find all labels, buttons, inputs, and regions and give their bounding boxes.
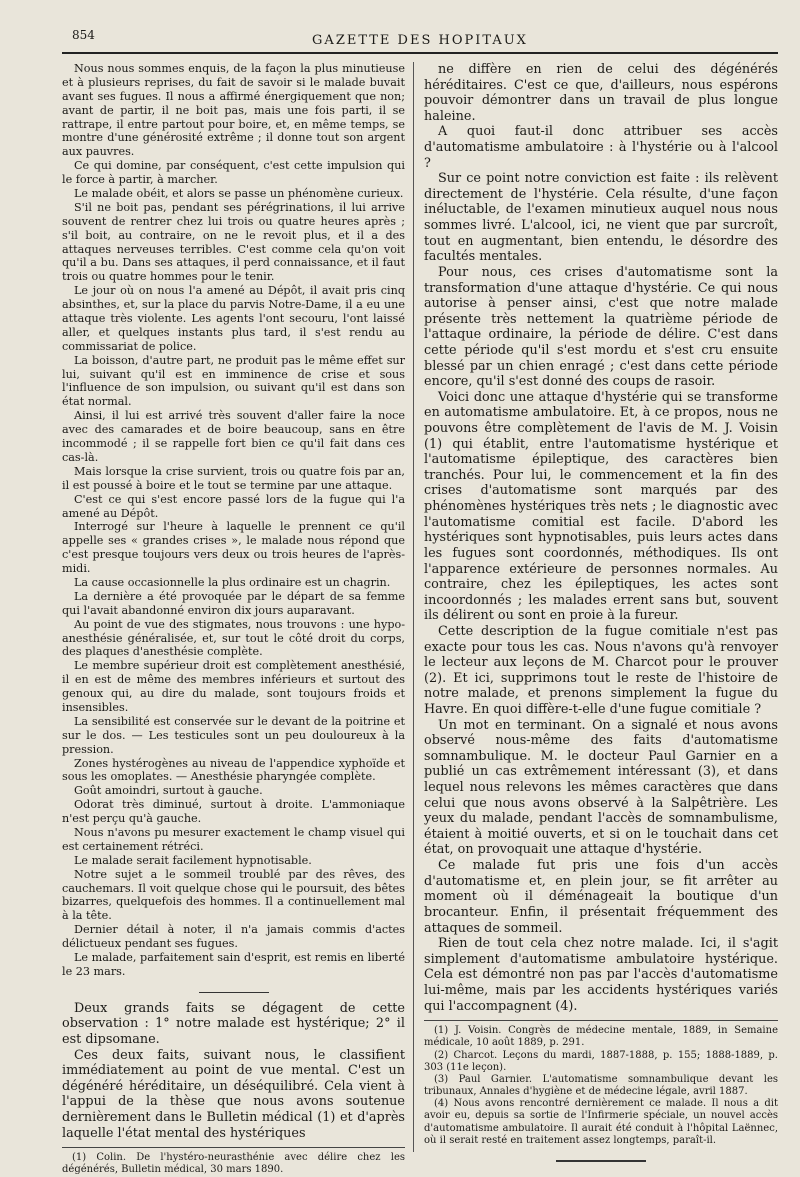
footnote: (3) Paul Garnier. L'automatisme somnambulique devant les tribunaux, Annales d'hygiène et de médecine légale, avril 1887. [424, 1073, 778, 1098]
paragraph: Notre sujet a le sommeil troublé par des rêves, des cauchemars. Il voit quelque chose qui le poursuit, des bêtes bizarres, quelquefois des hommes. Il a continuellement mal à la tête. [62, 867, 405, 923]
paragraph: Sur ce point notre conviction est faite : ils relèvent directement de l'hystérie. Cela résulte, d'une façon inéluctable, de l'examen minutieux auquel nous nous sommes livré. L'alcool, ici, ne vient que par surcroît, tout en augmentant, bien entendu, le désordre des facultés mentales. [424, 171, 778, 265]
paragraph: Ce qui domine, par conséquent, c'est cette impulsion qui le force à partir, à marcher. [62, 159, 405, 187]
paragraph: La sensibilité est conservée sur le devant de la poitrine et sur le dos. — Les testicules sont un peu douloureux à la pression. [62, 714, 405, 756]
footnote: (4) Nous avons rencontré dernièrement ce malade. Il nous a dit avoir eu, depuis sa sortie de l'Infirmerie spéciale, un nouvel accès d'automatisme ambulatoire. Il aurait été conduit à l'hôpital Laënnec, où il serait resté en traitement assez longtemps, paraît-il. [424, 1098, 778, 1146]
paragraph: Le membre supérieur droit est complètement anesthésié, il en est de même des membres inférieurs et surtout des genoux qui, au dire du malade, sont toujours froids et insensibles. [62, 659, 405, 714]
page-header [62, 22, 778, 54]
paragraph: Au point de vue des stigmates, nous trouvons : une hypo-anesthésie généralisée, et, sur tout le côté droit du corps, des plaques d'anesthésie complète. [62, 617, 405, 659]
end-ornament [424, 1151, 778, 1167]
paragraph: ne diffère en rien de celui des dégénérés héréditaires. C'est ce que, d'ailleurs, nous espérons pouvoir démontrer dans un travail de plus longue haleine. [424, 62, 778, 124]
paragraph: Le jour où on nous l'a amené au Dépôt, il avait pris cinq absinthes, et, sur la place du parvis Notre-Dame, il a eu une attaque très violente. Les agents l'ont secouru, l'ont laissé aller, et quelques instants plus tard, il s'est rendu au commissariat de police. [62, 284, 405, 353]
text-columns [62, 62, 778, 1176]
footnote: (1) Colin. De l'hystéro-neurasthénie avec délire chez les dégénérés, Bulletin médical, 30 mars 1890. [62, 1152, 405, 1176]
paragraph: Goût amoindri, surtout à gauche. [74, 784, 263, 798]
left-column-conclusion [62, 1001, 405, 1141]
paragraph: C'est ce qui s'est encore passé lors de la fugue qui l'a amené au Dépôt. [62, 492, 405, 520]
paragraph: Nous n'avons pu mesurer exactement le champ visuel qui est certainement rétréci. [62, 825, 405, 853]
paragraph: La cause occasionnelle la plus ordinaire est un chagrin. [74, 575, 391, 589]
paragraph: A quoi faut-il donc attribuer ses accès d'automatisme ambulatoire : à l'hystérie ou à l'alcool ? [424, 124, 778, 171]
section-separator [62, 983, 405, 997]
right-footnotes [424, 1025, 778, 1147]
left-column-body [62, 62, 405, 979]
right-column [422, 62, 778, 1152]
left-column [62, 62, 414, 1176]
paragraph: Cette description de la fugue comitiale n'est pas exacte pour tous les cas. Nous n'avons qu'à renvoyer le lecteur aux leçons de M. Charcot pour le prouver (2). Et ici, supprimons tout le reste de l'histoire de notre malade, et prenons simplement la fugue du Havre. En quoi diffère-t-elle d'une fugue comitiale ? [424, 623, 778, 717]
footnote: (2) Charcot. Leçons du mardi, 1887-1888, p. 155; 1888-1889, p. 303 (11e leçon). [424, 1049, 778, 1073]
left-footnotes [62, 1152, 405, 1176]
right-column-body [424, 62, 778, 1014]
paragraph: Deux grands faits se dégagent de cette observation : 1° notre malade est hystérique; 2° il est dipsomane. [62, 1000, 405, 1047]
paragraph: Voici donc une attaque d'hystérie qui se transforme en automatisme ambulatoire. Et, à ce propos, nous ne pouvons être complètement de l'avis de M. J. Voisin (1) qui établit, entre l'automatisme hystérique et l'automatisme épileptique, des caractères bien tranchés. Pour lui, le commencement et la fin des crises d'automatisme sont marqués par des phénomènes hystériques très nets ; le diagnostic avec l'automatisme comitial est facile. D'abord les hystériques sont hypnotisables, puis leurs actes dans les fugues sont coordonnés, méthodiques. Ils ont l'apparence extérieure de personnes normales. Au contraire, chez les épileptiques, les actes sont incoordonnés ; les malades errent sans but, souvent ils délirent ou sont en proie à la fureur. [424, 389, 778, 624]
page-number: 854 [72, 28, 95, 42]
paragraph: Ainsi, il lui est arrivé très souvent d'aller faire la noce avec des camarades et de boire beaucoup, sans en être incommodé ; il se rappelle fort bien ce qu'il fait dans ces cas-là. [62, 409, 405, 464]
running-title: GAZETTE DES HOPITAUX [312, 33, 528, 48]
paragraph: Pour nous, ces crises d'automatisme sont la transformation d'une attaque d'hystérie. Ce qui nous autorise à penser ainsi, c'est que notre malade présente très nettement la quatrième période de l'attaque ordinaire, la période de délire. C'est dans cette période qu'il s'est mordu et s'est cru ensuite blessé par un chien enragé ; c'est dans cette période encore, qu'il s'est donné des coups de rasoir. [424, 264, 778, 390]
paragraph: Ce malade fut pris une fois d'un accès d'automatisme et, en plein jour, se fit arrêter au moment où il déménageait la boutique d'un brocanteur. Enfin, il présentait fréquemment des attaques de sommeil. [424, 858, 778, 936]
paragraph: Dernier détail à noter, il n'a jamais commis d'actes délictueux pendant ses fugues. [62, 923, 405, 951]
paragraph: Mais lorsque la crise survient, trois ou quatre fois par an, il est poussé à boire et le tout se termine par une attaque. [62, 464, 405, 492]
paragraph: S'il ne boit pas, pendant ses pérégrinations, il lui arrive souvent de rentrer chez lui trois ou quatre heures après ; s'il boit, au contraire, on ne le revoit plus, et il a des attaques nerveuses terribles. C'est comme cela qu'on voit qu'il a bu. Dans ses attaques, il perd connaissance, et il faut trois ou quatre hommes pour le tenir. [62, 200, 405, 284]
paragraph: Odorat très diminué, surtout à droite. L'ammoniaque n'est perçu qu'à gauche. [62, 798, 405, 826]
paragraph: Zones hystérogènes au niveau de l'appendice xyphoïde et sous les omoplates. — Anesthésie pharyngée complète. [62, 756, 405, 784]
paragraph: La dernière a été provoquée par le départ de sa femme qui l'avait abandonné environ dix jours auparavant. [62, 589, 405, 617]
paragraph: Le malade, parfaitement sain d'esprit, est remis en liberté le 23 mars. [62, 951, 405, 978]
paragraph: Nous nous sommes enquis, de la façon la plus minutieuse et à plusieurs reprises, du fait de savoir si le malade buvait avant ses fugues. Il nous a affirmé énergiquement que non; avant de partir, il ne boit pas, mais une fois parti, il se rattrape, il entre partout pour boire, et, en même temps, se montre d'une générosité extrême ; il donne tout son argent aux pauvres. [62, 62, 405, 159]
paragraph: Un mot en terminant. On a signalé et nous avons observé nous-même des faits d'automatisme somnambulique. M. le docteur Paul Garnier en a publié un cas extrêmement intéressant (3), et dans lequel nous relevons les mêmes caractères que dans celui que nous avons observé à la Salpêtrière. Les yeux du malade, pendant l'accès de somnambulisme, étaient à moitié ouverts, et si on le touchait dans cet état, on provoquait une attaque d'hystérie. [424, 717, 778, 858]
paragraph: Rien de tout cela chez notre malade. Ici, il s'agit simplement d'automatisme ambulatoire hystérique. Cela est démontré non pas par l'accès d'automatisme lui-même, mais par les accidents hystériques variés qui l'accompagnent (4). [424, 936, 778, 1014]
paragraph: Le malade obéit, et alors se passe un phénomène curieux. [74, 187, 404, 201]
footnote-rule [424, 1020, 778, 1021]
paragraph: Interrogé sur l'heure à laquelle le prennent ce qu'il appelle ses « grandes crises », le malade nous répond que c'est presque toujours vers deux ou trois heures de l'après-midi. [62, 520, 405, 576]
paragraph: Le malade serait facilement hypnotisable. [74, 853, 312, 867]
paragraph: Ces deux faits, suivant nous, le classifient immédiatement au point de vue mental. C'est un dégénéré héréditaire, un déséquilibré. Cela vient à l'appui de la thèse que nous avons soutenue dernièrement dans le Bulletin médical (1) et d'après laquelle l'état mental des hystériques [62, 1047, 405, 1141]
footnote: (1) J. Voisin. Congrès de médecine mentale, 1889, in Semaine médicale, 10 août 1889, p. 291. [424, 1025, 778, 1049]
footnote-rule [62, 1147, 405, 1148]
paragraph: La boisson, d'autre part, ne produit pas le même effet sur lui, suivant qu'il est en imminence de crise et sous l'influence de son impulsion, ou suivant qu'il est dans son état normal. [62, 353, 405, 409]
